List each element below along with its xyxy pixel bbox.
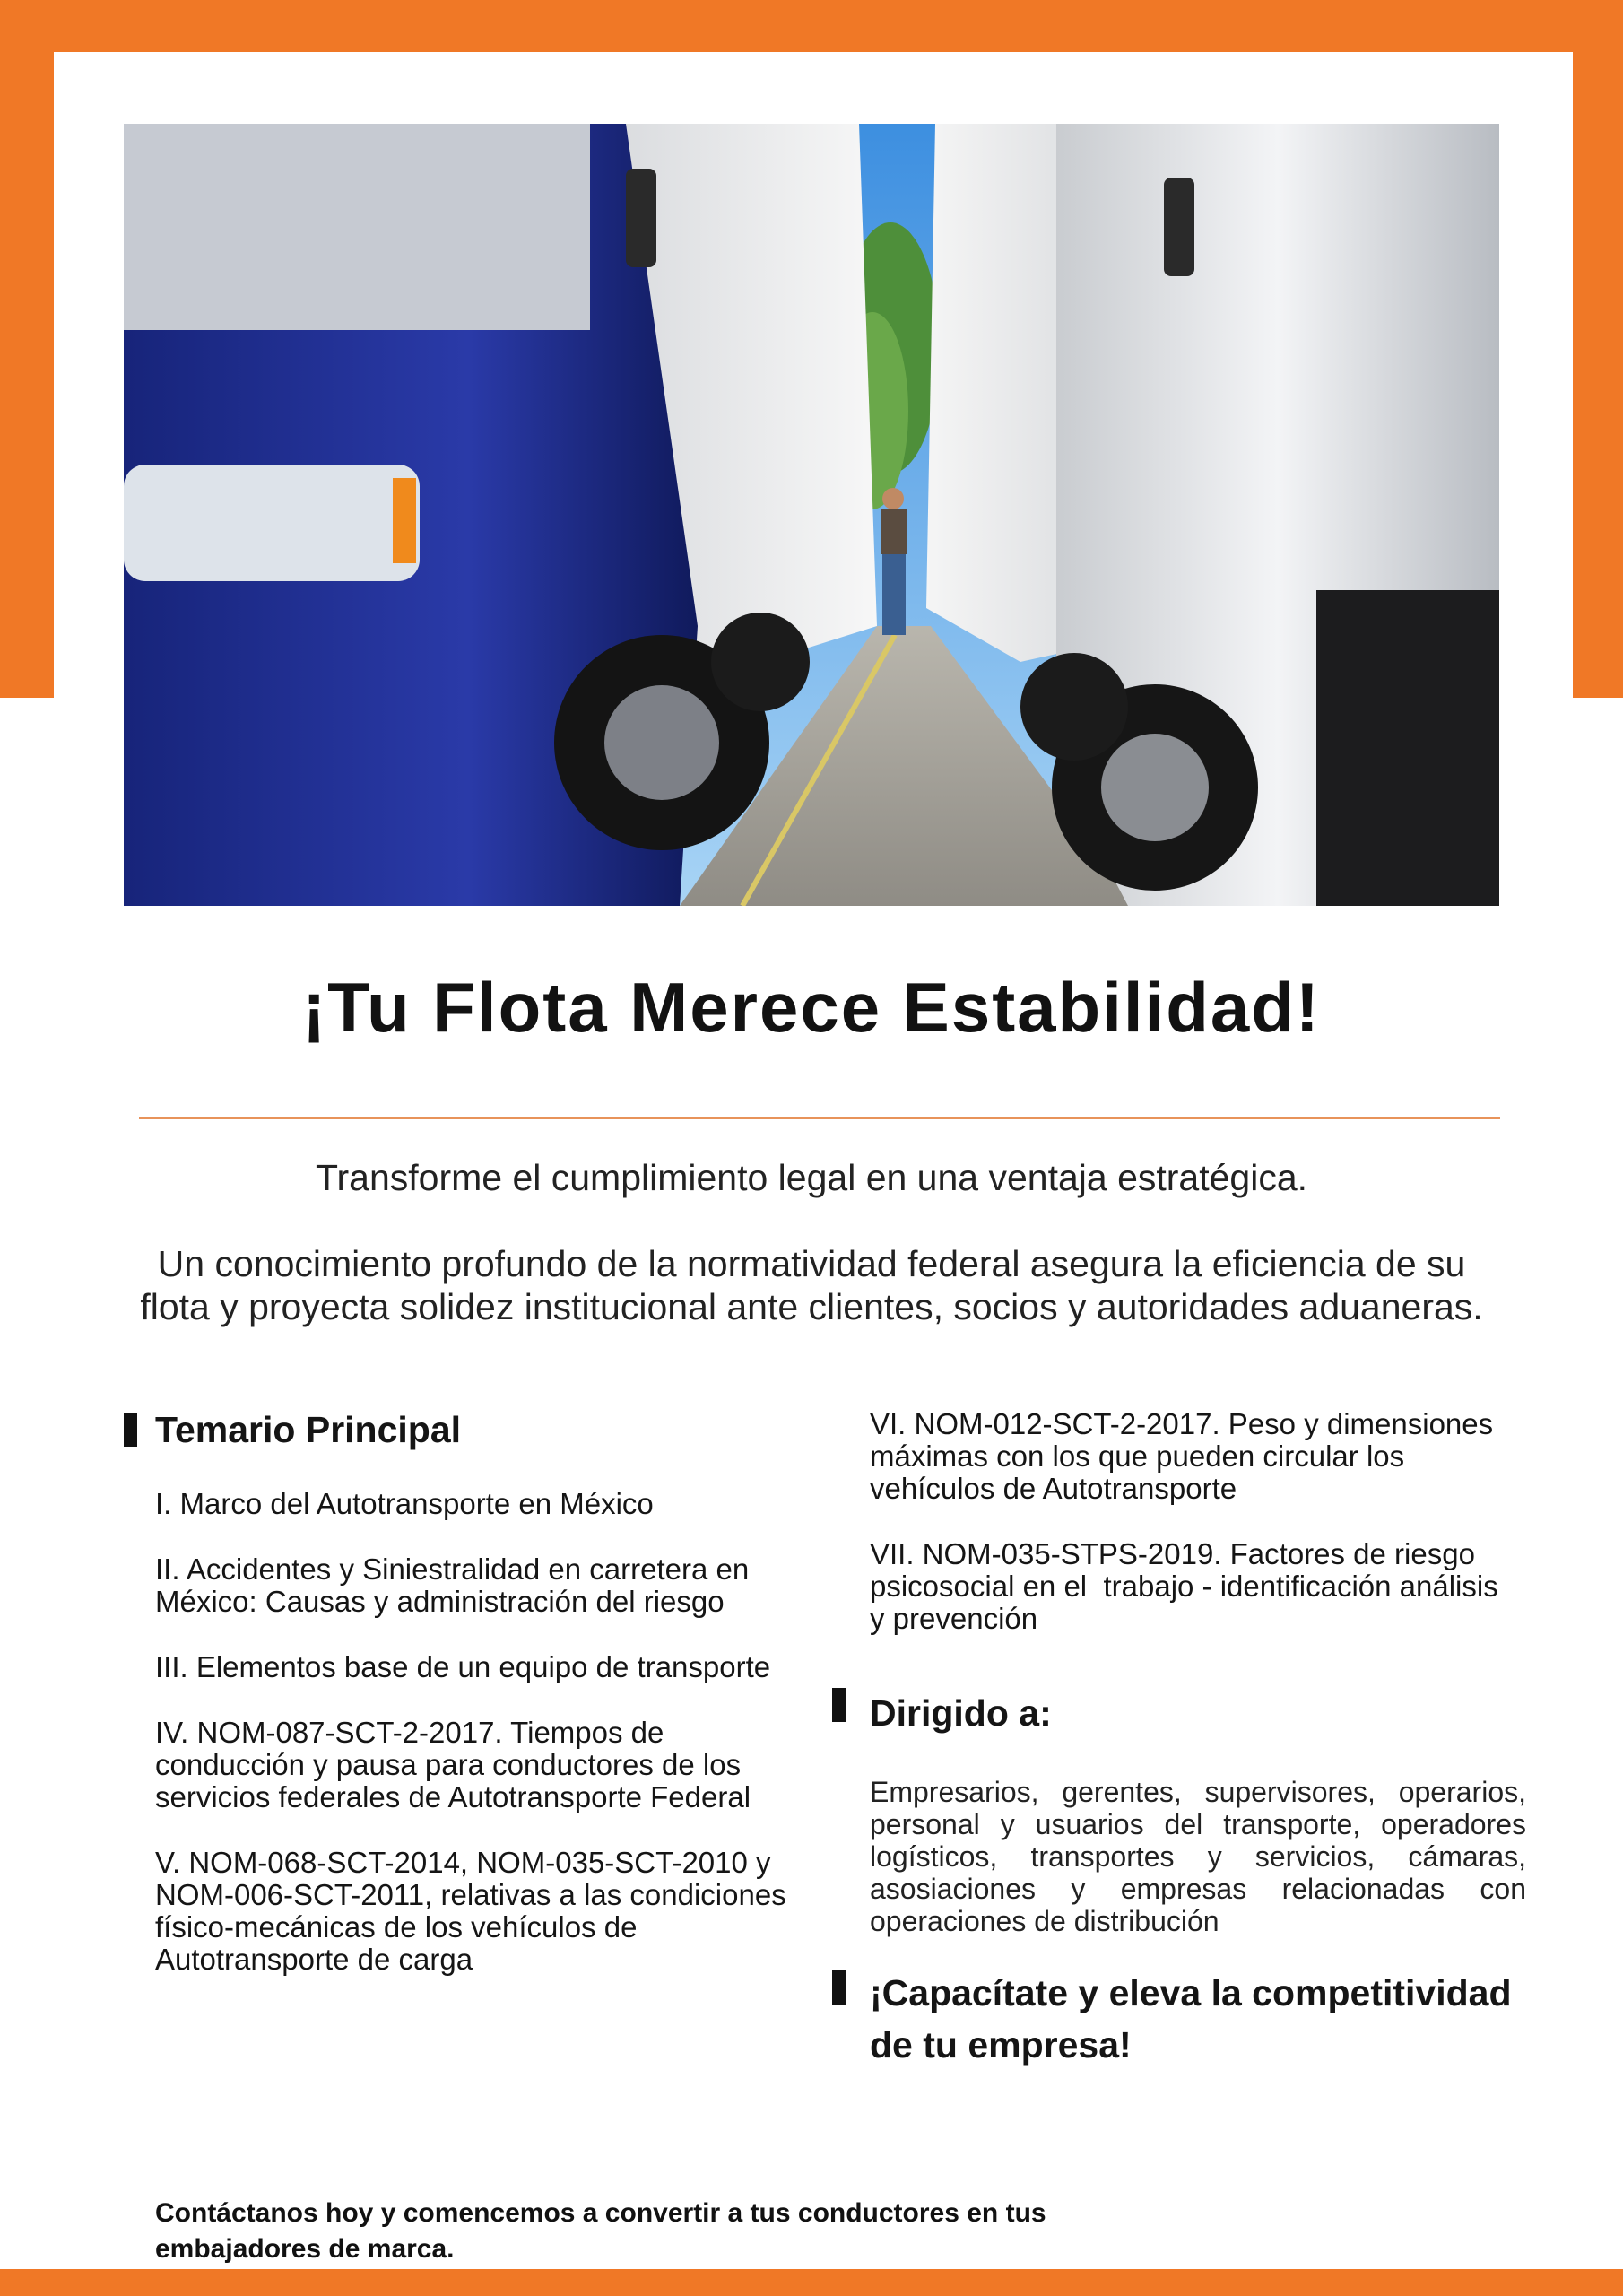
audience-paragraph: Empresarios, gerentes, supervisores, operarios, personal y usuarios del transporte, operadores logísticos, transportes y servicios, cámaras, asosiaciones y empresas relacionadas con operaciones de distribución (870, 1776, 1526, 1937)
list-item: I. Marco del Autotransporte en México (155, 1487, 654, 1520)
orange-frame-bottom (0, 2269, 1623, 2296)
contact-line: Contáctanos hoy y comencemos a convertir a tus conductores en tus embajadores de marca. (155, 2198, 1046, 2264)
subtitle: Transforme el cumplimiento legal en una ventaja estratégica. (315, 1157, 1308, 1198)
list-item: IV. NOM-087-SCT-2-2017. Tiempos de conducción y pausa para conductores de los servicios federales de Autotransporte Federal (155, 1716, 751, 1813)
temario-heading: Temario Principal (155, 1409, 462, 1450)
dirigido-heading: Dirigido a: (870, 1692, 1052, 1734)
list-item: VII. NOM-035-STPS-2019. Factores de riesgo psicosocial en el trabajo - identificación análisis y prevención (870, 1537, 1506, 1635)
list-item: III. Elementos base de un equipo de transporte (155, 1650, 771, 1683)
section-marker-icon (832, 1970, 846, 2005)
intro-paragraph: Un conocimiento profundo de la normatividad federal asegura la eficiencia de su flota y proyecta solidez institucional ante clientes, socios y autoridades aduaneras. (140, 1243, 1483, 1327)
cta-heading: ¡Capacítate y eleva la competitividad de tu empresa! (870, 1972, 1512, 2066)
list-item: V. NOM-068-SCT-2014, NOM-035-SCT-2010 y NOM-006-SCT-2011, relativas a las condiciones físico-mecánicas de los vehículos de Autotransporte de carga (155, 1846, 794, 1976)
temario-list-right (870, 1408, 1506, 1668)
list-item: II. Accidentes y Siniestralidad en carretera en México: Causas y administración del riesgo (155, 1552, 758, 1618)
hero-photo-trucks (124, 124, 1499, 906)
page-title: ¡Tu Flota Merece Estabilidad! (302, 968, 1321, 1047)
list-item: VI. NOM-012-SCT-2-2017. Peso y dimensiones máximas con los que pueden circular los vehículos de Autotransporte (870, 1407, 1502, 1505)
section-marker-icon (832, 1688, 846, 1722)
divider-line (139, 1117, 1500, 1119)
temario-list-left (155, 1488, 792, 2009)
section-marker-icon (124, 1413, 137, 1447)
